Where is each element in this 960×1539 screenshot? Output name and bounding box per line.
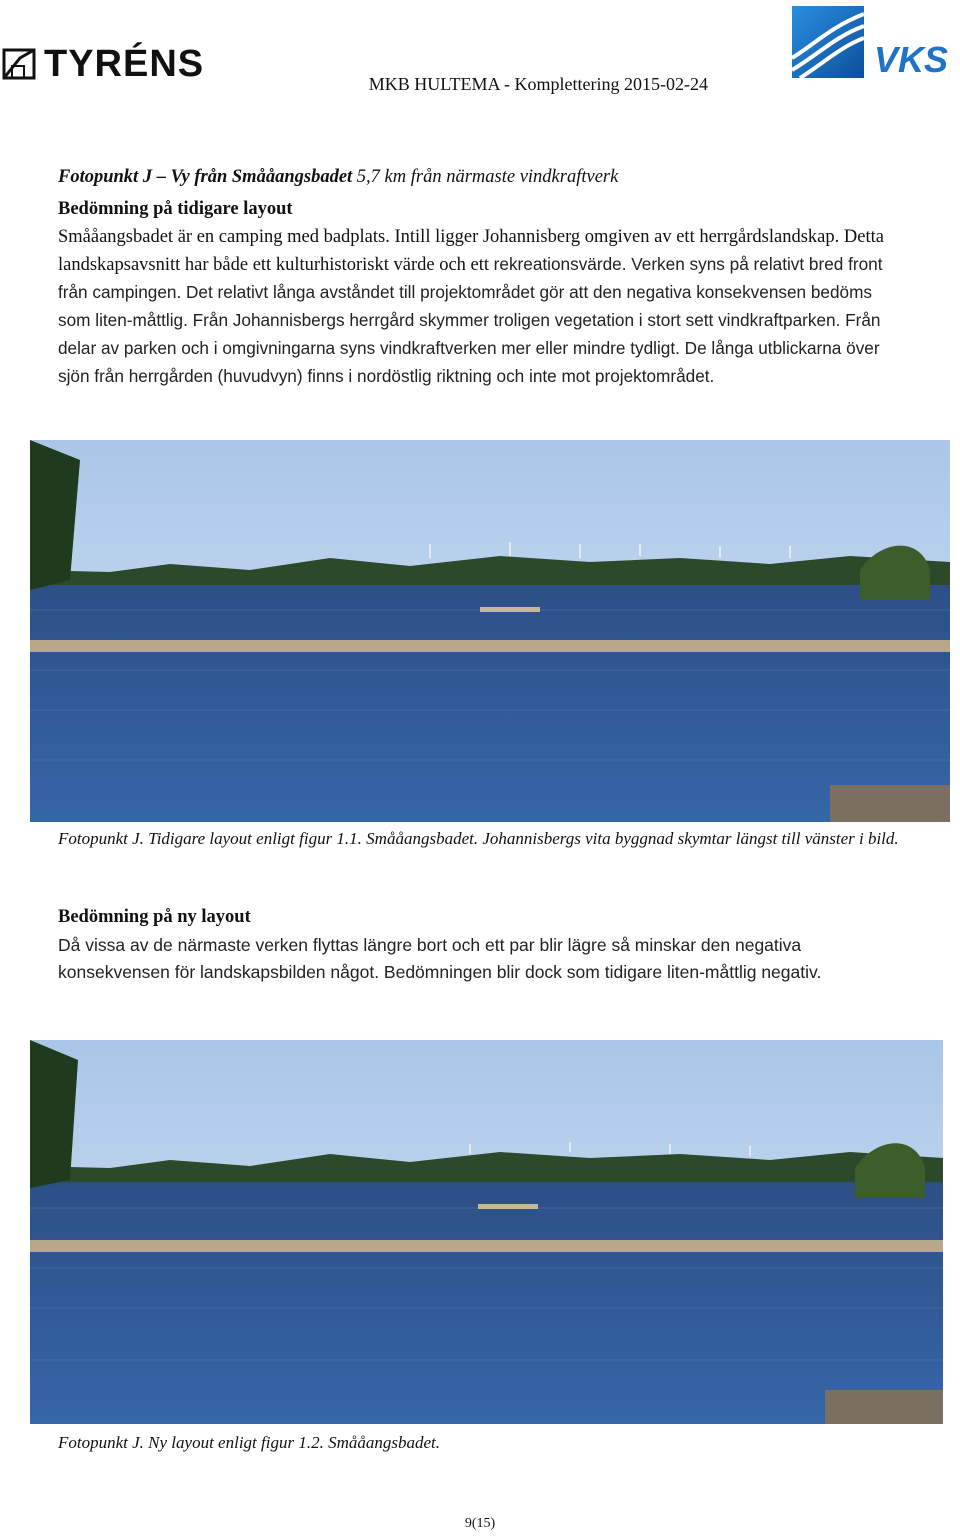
photo-new-layout (30, 1040, 943, 1424)
heading-new-layout: Bedömning på ny layout (58, 907, 251, 927)
vks-logo-text: VKS (874, 39, 949, 80)
lake-photo-image-new (30, 1040, 943, 1424)
paragraph-new-layout: Då vissa av de närmaste verken flyttas längre bort och ett par blir lägre så minskar den negativa konsekvensen för landskapsbilden något. Bedömningen blir dock som tidigare liten-måttlig negativ. (58, 935, 822, 982)
section-title (58, 164, 908, 191)
paragraph-previous-layout (58, 224, 908, 391)
heading-previous-layout: Bedömning på tidigare layout (58, 199, 293, 219)
photo-previous-layout (30, 440, 950, 822)
vks-logo (792, 6, 956, 82)
tyrens-logo (2, 43, 205, 85)
vks-wave-icon (792, 6, 864, 78)
section-title-distance: 5,7 km från närmaste vindkraftverk (356, 167, 619, 187)
caption-new-layout: Fotopunkt J. Ny layout enligt figur 1.2. Smååangsbadet. (58, 1433, 440, 1452)
tyrens-logo-text: TYRÉNS (44, 43, 205, 85)
paragraph-serif-part: Smååangsbadet är en camping med badplats. Intill ligger Johannisberg omgiven av ett herrgårdslandskap. Detta landskapsavsnitt har både ett kulturhistoriskt värde och ett (58, 227, 884, 275)
paragraph-sans-part: rekreationsvärde. Verken syns på relativt bred front från campingen. Det relativt långa avståndet till projektområdet gör att den negativa konsekvensen bedöms som liten-måttlig. Från Johannisbergs herrgård skymmer troligen vegetation i stort sett vindkraftparken. Från delar av parken och i omgivningarna syns vindkraftverken mer eller mindre tydligt. De långa utblickarna över sjön från herrgården (huvudvyn) finns i nordöstlig riktning och inte mot projektområdet. (58, 254, 883, 386)
tyrens-mark-icon (2, 48, 38, 80)
section-title-bold: Fotopunkt J – Vy från Smååangsbadet (58, 167, 353, 187)
lake-photo-image (30, 440, 950, 822)
caption-previous-layout: Fotopunkt J. Tidigare layout enligt figur 1.1. Smååangsbadet. Johannisbergs vita byggnad skymtar längst till vänster i bild. (58, 829, 899, 848)
document-title: MKB HULTEMA - Komplettering 2015-02-24 (368, 74, 708, 94)
page-number: 9(15) (464, 1516, 496, 1531)
